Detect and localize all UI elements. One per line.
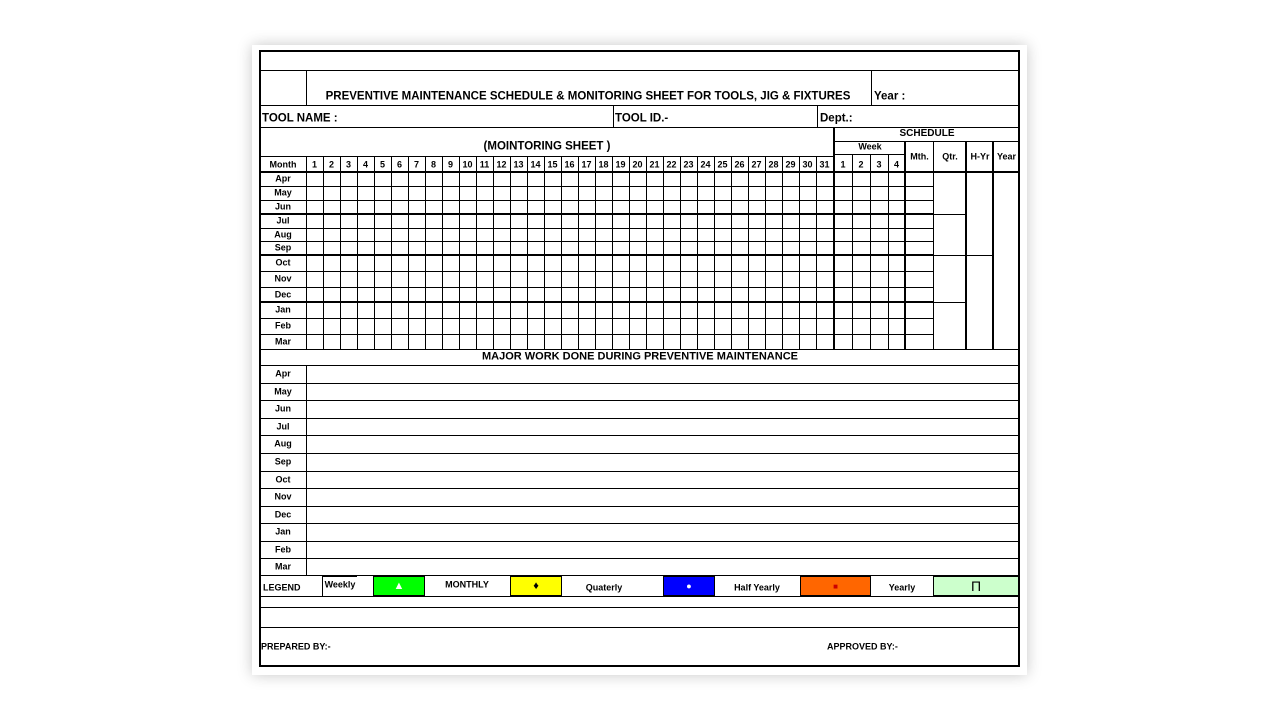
- day-header-17: 17: [581, 159, 592, 170]
- day-header-25: 25: [717, 159, 728, 170]
- grid-line: [260, 349, 1019, 350]
- grid-line: [933, 255, 966, 256]
- week-label: Week: [858, 141, 882, 152]
- major-work-title: MAJOR WORK DONE DURING PREVENTIVE MAINTENANCE: [482, 350, 798, 363]
- month-label-jun: Jun: [274, 201, 292, 212]
- day-header-23: 23: [683, 159, 694, 170]
- work-month-label-jun: Jun: [274, 403, 292, 414]
- legend-quaterly-symbol: ●: [686, 581, 692, 591]
- grid-line: [260, 200, 933, 201]
- grid-line: [613, 105, 614, 127]
- month-label-aug: Aug: [274, 229, 292, 239]
- month-label-dec: Dec: [274, 289, 292, 299]
- grid-line: [260, 301, 933, 303]
- day-header-11: 11: [479, 159, 490, 170]
- grid-line: [260, 287, 933, 288]
- week-header-4: 4: [893, 159, 900, 170]
- day-header-21: 21: [649, 159, 660, 170]
- day-header-19: 19: [615, 159, 626, 170]
- day-header-15: 15: [547, 159, 558, 170]
- work-month-label-mar: Mar: [274, 561, 292, 571]
- month-label-feb: Feb: [274, 320, 292, 331]
- week-header-2: 2: [858, 159, 864, 170]
- month-header: Month: [269, 159, 297, 170]
- week-header-1: 1: [840, 159, 846, 170]
- grid-line: [260, 105, 1019, 106]
- month-label-mar: Mar: [274, 336, 292, 346]
- legend-label: LEGEND: [263, 582, 301, 593]
- legend-half-yearly-swatch: [800, 576, 871, 596]
- day-header-14: 14: [530, 159, 541, 170]
- grid-line: [870, 154, 871, 349]
- day-header-9: 9: [447, 159, 454, 170]
- legend-weekly-symbol: ▲: [393, 580, 405, 592]
- day-header-24: 24: [700, 159, 711, 170]
- day-header-20: 20: [632, 159, 643, 170]
- day-header-28: 28: [768, 159, 779, 170]
- grid-line: [888, 154, 889, 349]
- grid-line: [260, 186, 933, 187]
- work-month-label-may: May: [274, 386, 292, 396]
- monitoring-sheet-title: (MOINTORING SHEET ): [483, 140, 611, 153]
- grid-line: [260, 318, 933, 319]
- work-month-label-nov: Nov: [274, 491, 292, 502]
- year-header: Year: [996, 151, 1017, 162]
- day-header-22: 22: [666, 159, 677, 170]
- day-header-16: 16: [564, 159, 575, 170]
- day-header-13: 13: [513, 159, 524, 170]
- grid-line: [260, 213, 933, 215]
- legend-half-yearly-label: Half Yearly: [734, 582, 780, 593]
- day-header-10: 10: [462, 159, 473, 170]
- grid-line: [260, 400, 1019, 401]
- month-label-jan: Jan: [275, 304, 291, 315]
- grid-line: [260, 365, 1019, 366]
- grid-line: [833, 127, 835, 349]
- grid-line: [260, 607, 1019, 608]
- legend-weekly-swatch: [373, 576, 425, 596]
- legend-yearly-label: Yearly: [888, 582, 916, 593]
- grid-line: [933, 302, 966, 303]
- grid-line: [260, 488, 1019, 489]
- legend-quaterly-label: Quaterly: [585, 582, 623, 593]
- grid-line: [322, 575, 323, 596]
- day-header-26: 26: [734, 159, 745, 170]
- form-title: PREVENTIVE MAINTENANCE SCHEDULE & MONITORING SHEET FOR TOOLS, JIG & FIXTURES: [325, 90, 851, 103]
- day-header-18: 18: [598, 159, 609, 170]
- grid-line: [260, 418, 1019, 419]
- prepared-by-label: PREPARED BY:-: [261, 641, 331, 652]
- grid-line: [260, 334, 933, 335]
- grid-line: [260, 523, 1019, 524]
- grid-line: [306, 365, 307, 575]
- month-label-jul: Jul: [276, 215, 290, 226]
- legend-weekly-label: Weekly: [324, 579, 356, 590]
- work-month-label-feb: Feb: [274, 544, 292, 554]
- grid-line: [871, 70, 872, 105]
- work-month-label-jan: Jan: [275, 526, 291, 537]
- grid-line: [260, 558, 1019, 559]
- hyr-header: H-Yr: [970, 151, 990, 162]
- day-header-2: 2: [328, 159, 335, 170]
- grid-line: [933, 214, 966, 215]
- qtr-header: Qtr.: [942, 151, 958, 162]
- day-header-8: 8: [430, 159, 437, 170]
- day-header-4: 4: [362, 159, 369, 170]
- year-label: Year :: [874, 90, 906, 103]
- mth-header: Mth.: [910, 151, 929, 162]
- grid-line: [260, 453, 1019, 454]
- month-label-may: May: [274, 187, 292, 198]
- month-label-oct: Oct: [275, 257, 291, 268]
- legend-monthly-swatch: [510, 576, 562, 596]
- day-header-29: 29: [785, 159, 796, 170]
- grid-line: [260, 383, 1019, 384]
- legend-monthly-label: MONTHLY: [445, 579, 489, 590]
- month-label-sep: Sep: [274, 242, 292, 253]
- tool-id-label: TOOL ID.-: [615, 112, 669, 125]
- grid-line: [965, 141, 967, 349]
- grid-line: [966, 255, 993, 256]
- dept-label: Dept.:: [820, 112, 853, 125]
- legend-half-yearly-symbol: ■: [833, 581, 838, 591]
- day-header-3: 3: [345, 159, 352, 170]
- grid-line: [992, 141, 994, 349]
- work-month-label-jul: Jul: [276, 421, 290, 431]
- week-header-3: 3: [876, 159, 882, 170]
- grid-line: [260, 70, 1019, 71]
- grid-line: [260, 627, 1019, 628]
- day-header-12: 12: [496, 159, 507, 170]
- day-header-31: 31: [819, 159, 830, 170]
- grid-line: [260, 271, 933, 272]
- month-label-apr: Apr: [275, 173, 291, 184]
- legend-quaterly-swatch: [663, 576, 715, 596]
- work-month-label-dec: Dec: [274, 509, 292, 519]
- legend-yearly-swatch: [933, 576, 1019, 596]
- grid-line: [306, 156, 307, 349]
- grid-line: [260, 254, 933, 256]
- grid-line: [817, 105, 818, 127]
- grid-line: [260, 241, 933, 242]
- grid-line: [306, 70, 307, 105]
- day-header-30: 30: [802, 159, 813, 170]
- month-label-nov: Nov: [274, 273, 292, 284]
- grid-line: [260, 435, 1019, 436]
- legend-yearly-symbol: Π: [970, 578, 982, 594]
- schedule-title: SCHEDULE: [899, 128, 955, 139]
- grid-line: [852, 154, 853, 349]
- legend-monthly-symbol: ♦: [533, 580, 539, 592]
- grid-line: [260, 471, 1019, 472]
- grid-line: [260, 506, 1019, 507]
- work-month-label-oct: Oct: [275, 474, 291, 484]
- work-month-label-sep: Sep: [274, 456, 292, 467]
- grid-line: [260, 228, 933, 229]
- approved-by-label: APPROVED BY:-: [827, 641, 898, 652]
- day-header-1: 1: [311, 159, 318, 170]
- day-header-7: 7: [413, 159, 420, 170]
- tool-name-label: TOOL NAME :: [262, 112, 338, 125]
- work-month-label-apr: Apr: [275, 368, 291, 379]
- grid-line: [260, 541, 1019, 542]
- work-month-label-aug: Aug: [274, 438, 292, 449]
- day-header-5: 5: [379, 159, 386, 170]
- grid-line: [322, 576, 357, 577]
- day-header-27: 27: [751, 159, 762, 170]
- day-header-6: 6: [396, 159, 403, 170]
